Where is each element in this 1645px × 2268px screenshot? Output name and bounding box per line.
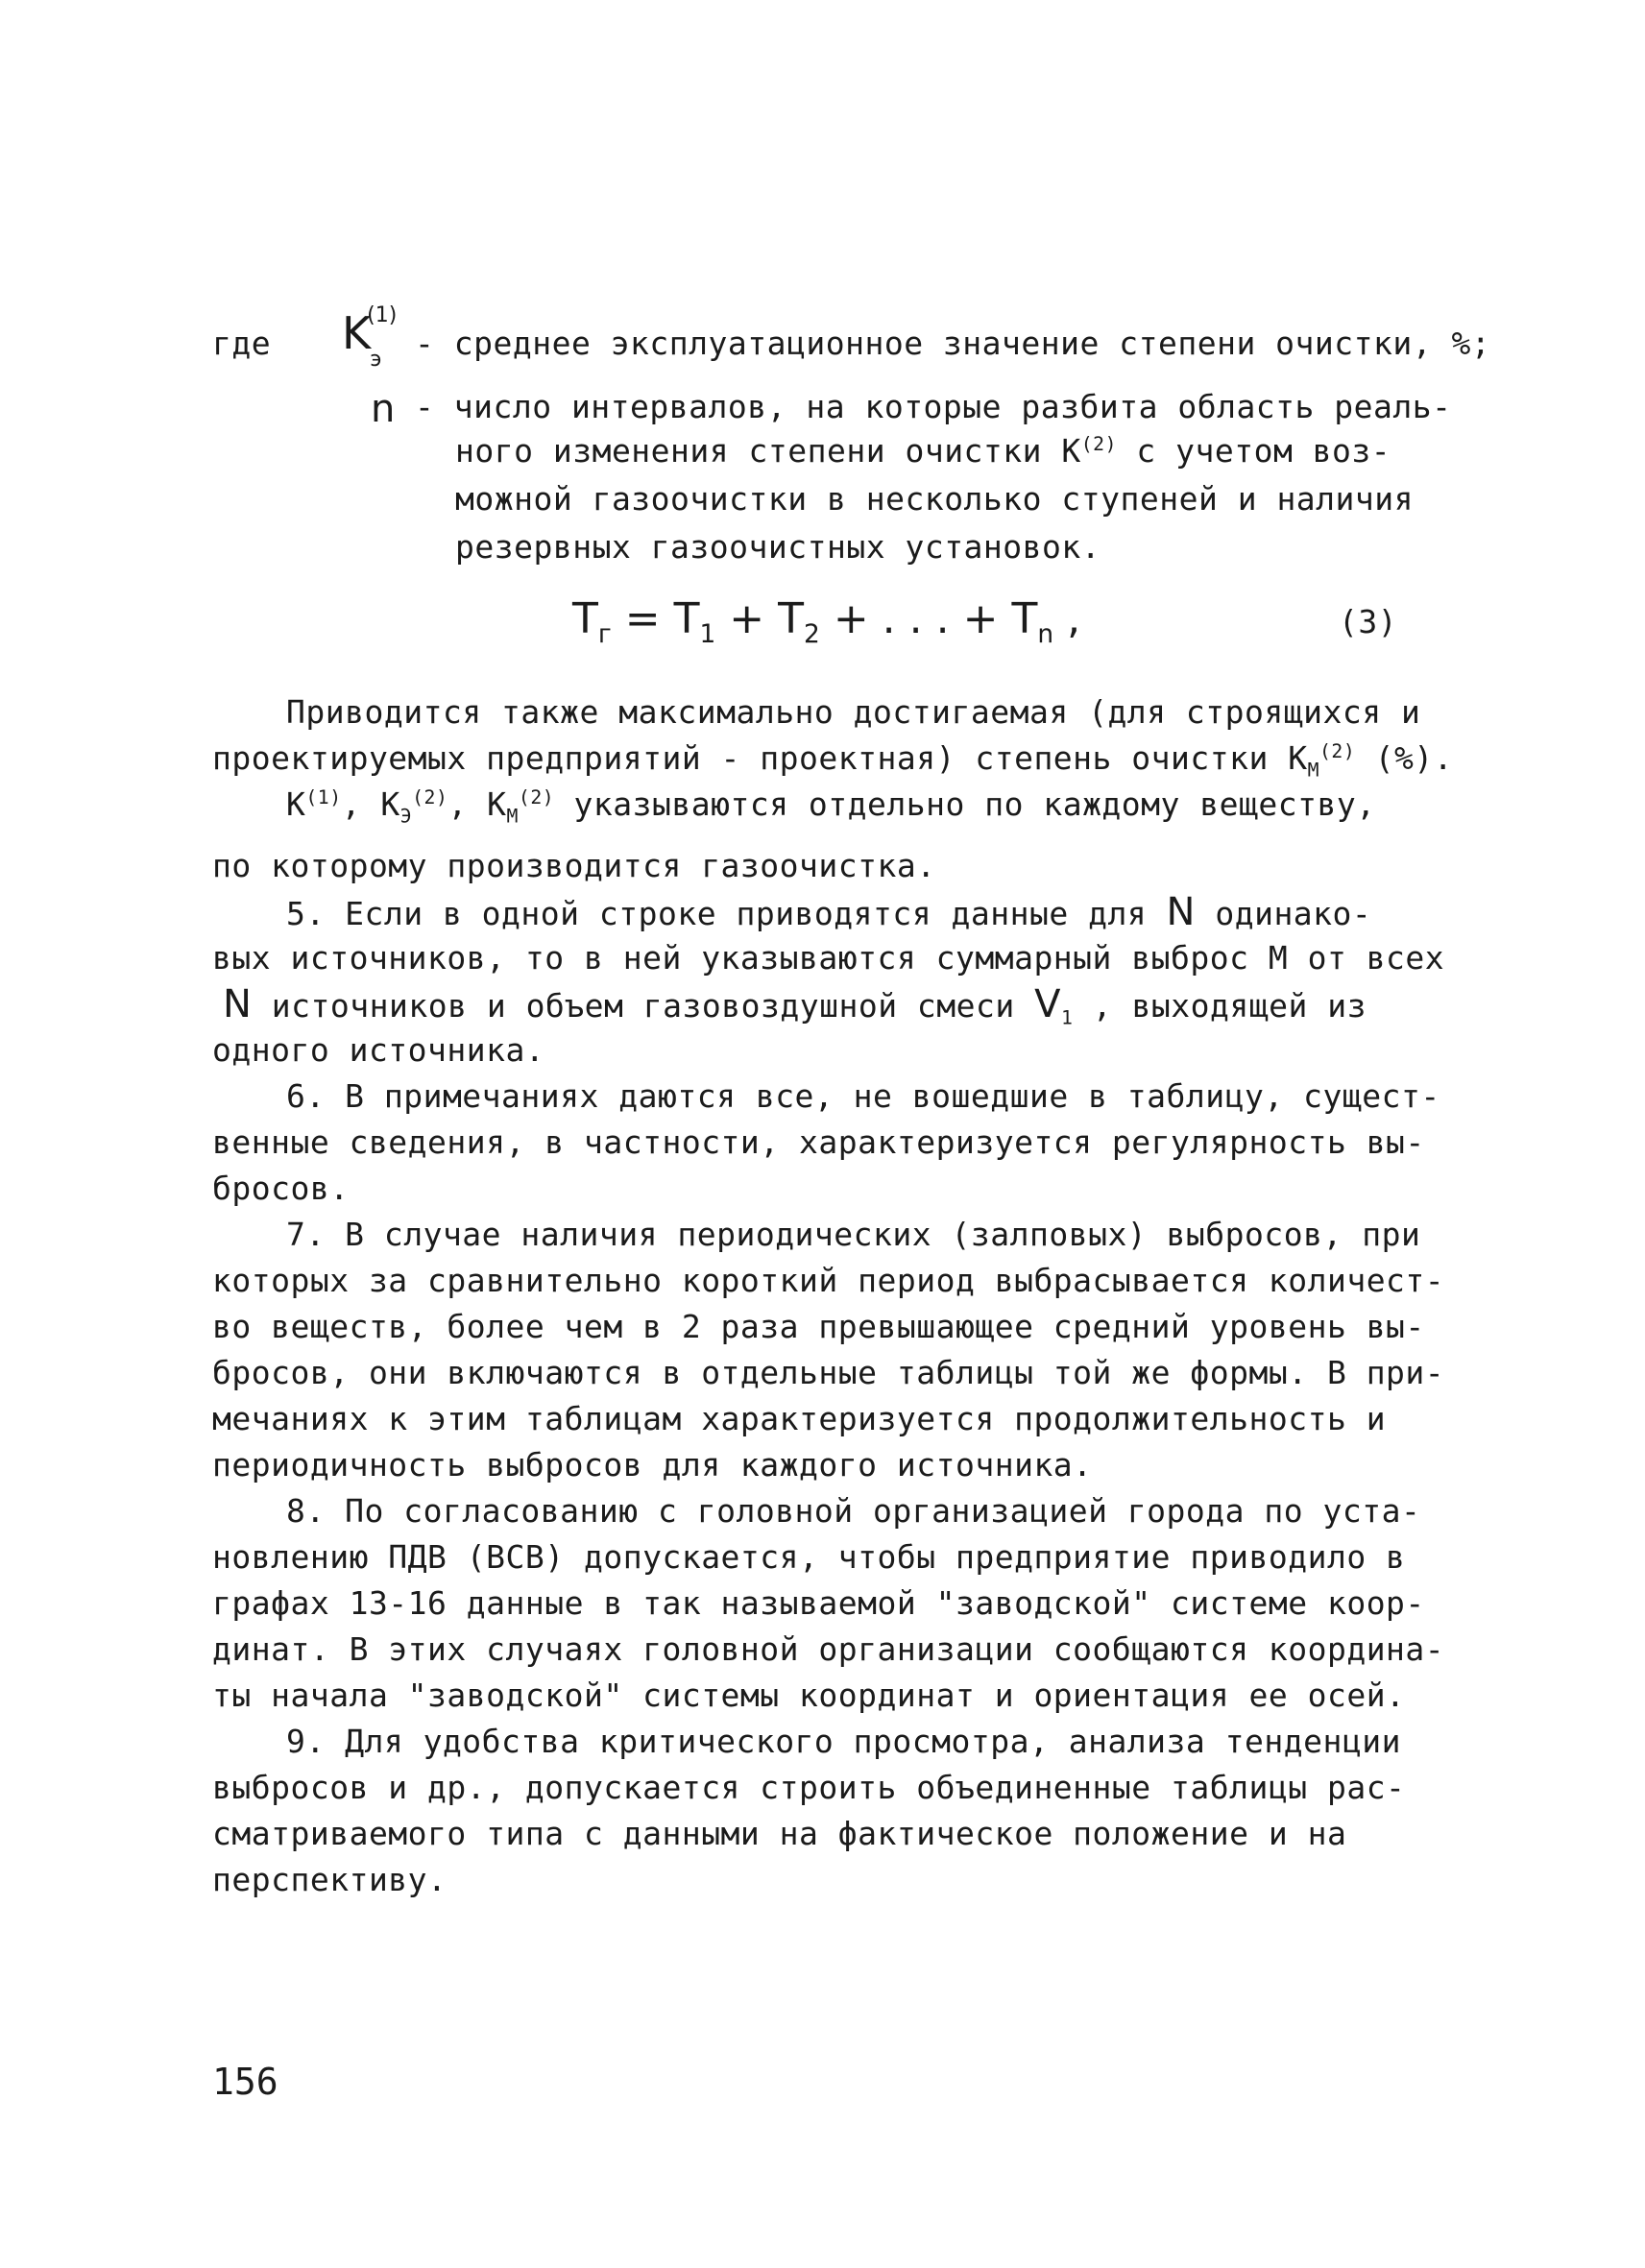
k-symbol: $K^{(1)}_э$	[342, 303, 398, 372]
k-description: - среднее эксплуатационное значение степени очистки, %;	[415, 325, 1491, 362]
paragraph-k-line-2: по которому производится газоочистка.	[212, 847, 936, 884]
n-description-line-3: можной газоочистки в несколько ступеней и наличия	[455, 480, 1415, 518]
n-symbol: n	[371, 387, 396, 431]
paragraph-5-line-1: 5. Если в одной строке приводятся данные для N одинако-	[286, 890, 1372, 934]
equation-number: (3)	[1339, 603, 1398, 640]
paragraph-7-line-5: мечаниях к этим таблицам характеризуется продолжительность и	[212, 1400, 1387, 1437]
paragraph-6-line-1: 6. В примечаниях даются все, не вошедшие в таблицу, сущест-	[286, 1077, 1440, 1115]
paragraph-8-line-4: динат. В этих случаях головной организации сообщаются координа-	[212, 1630, 1445, 1668]
paragraph-8-line-2: новлению ПДВ (ВСВ) допускается, чтобы предприятие приводило в	[212, 1538, 1406, 1576]
paragraph-5-line-2: вых источников, то в ней указываются суммарный выброс М от всех	[212, 939, 1445, 977]
paragraph-9-line-2: выбросов и др., допускается строить объединенные таблицы рас-	[212, 1769, 1406, 1806]
n-description-line-1: - число интервалов, на которые разбита область реаль-	[415, 388, 1452, 425]
paragraph-max-line-2: проектируемых предприятий - проектная) степень очистки $К_М^{(2)}$ (%).	[212, 739, 1454, 782]
paragraph-7-line-3: во веществ, более чем в 2 раза превышающее средний уровень вы-	[212, 1308, 1425, 1345]
paragraph-max-line-1: Приводится также максимально достигаемая (для строящихся и	[286, 693, 1421, 731]
paragraph-9-line-4: перспективу.	[212, 1861, 448, 1898]
paragraph-k-line-1: $К^{(1)}$, $К_Э^{(2)}$, $К_М^{(2)}$ указываются отдельно по каждому веществу,	[286, 785, 1376, 828]
paragraph-7-line-4: бросов, они включаются в отдельные таблицы той же формы. В при-	[212, 1354, 1445, 1391]
equation-3: $T_г = T_1 + T_2$ + . . . + $T_n$ ,	[572, 594, 1081, 649]
n-description-line-2: ного изменения степени очистки $К^{(2)}$ с учетом воз-	[455, 432, 1391, 470]
paragraph-9-line-3: сматриваемого типа с данными на фактическое положение и на	[212, 1815, 1347, 1852]
paragraph-6-line-3: бросов.	[212, 1170, 350, 1207]
page-number: 156	[212, 2061, 278, 2103]
where-label: где	[212, 325, 272, 362]
paragraph-8-line-3: графах 13-16 данные в так называемой "заводской" системе коор-	[212, 1584, 1425, 1622]
n-description-line-4: резервных газоочистных установок.	[455, 528, 1101, 566]
paragraph-6-line-2: венные сведения, в частности, характеризуется регулярность вы-	[212, 1123, 1425, 1161]
paragraph-7-line-2: которых за сравнительно короткий период выбрасывается количест-	[212, 1262, 1445, 1299]
paragraph-7-line-1: 7. В случае наличия периодических (залповых) выбросов, при	[286, 1216, 1421, 1253]
paragraph-9-line-1: 9. Для удобства критического просмотра, анализа тенденции	[286, 1723, 1401, 1760]
paragraph-8-line-5: ты начала "заводской" системы координат и ориентация ее осей.	[212, 1677, 1406, 1714]
paragraph-8-line-1: 8. По согласованию с головной организацией города по уста-	[286, 1492, 1421, 1530]
paragraph-5-line-3: N источников и объем газовоздушной смеси $V_1$ , выходящей из	[223, 982, 1367, 1029]
paragraph-5-line-4: одного источника.	[212, 1031, 545, 1069]
paragraph-7-line-6: периодичность выбросов для каждого источника.	[212, 1446, 1093, 1484]
